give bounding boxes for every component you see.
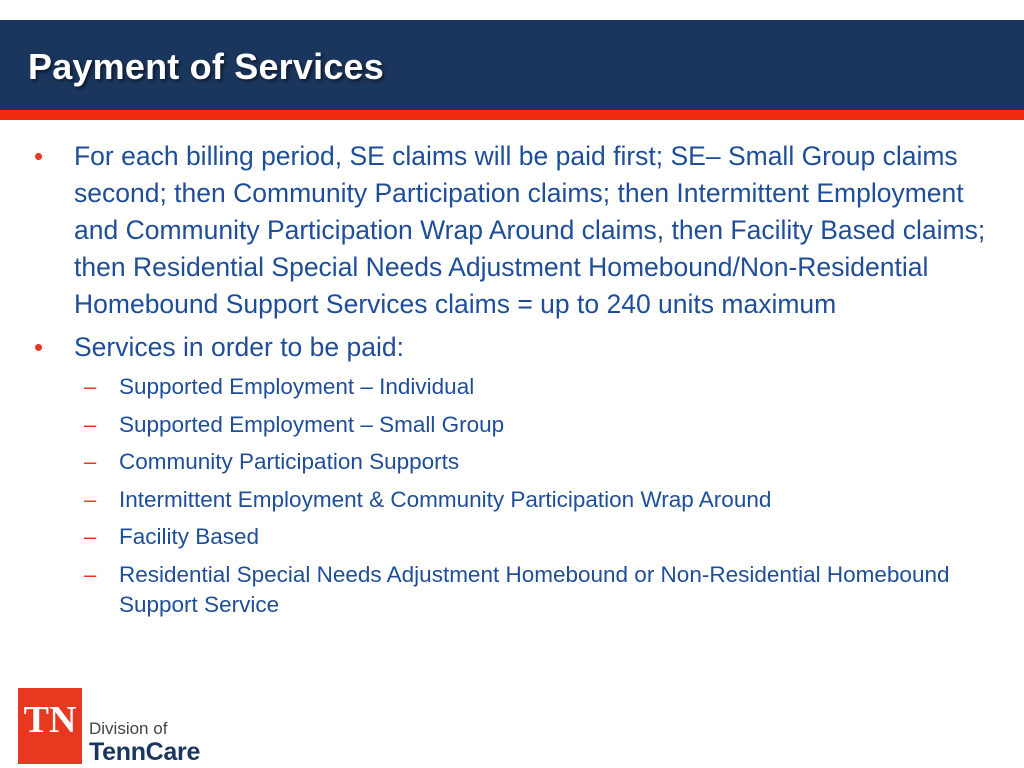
- tenncare-logo: [18, 688, 218, 764]
- bullet-item-2: [32, 329, 1007, 366]
- sub-bullet-item: [32, 447, 1007, 477]
- sub-bullet-item: [32, 372, 1007, 402]
- bullet-text: Services in order to be paid:: [74, 332, 404, 362]
- sub-bullet-item: [32, 560, 1007, 620]
- bullet-item-1: [32, 138, 1007, 323]
- sub-bullet-text: Facility Based: [119, 524, 260, 549]
- sub-bullet-text: Supported Employment – Individual: [119, 374, 475, 399]
- title-accent-line: [0, 110, 1024, 120]
- sub-bullet-text: Community Participation Supports: [119, 449, 460, 474]
- sub-bullet-item: [32, 485, 1007, 515]
- title-bar: [0, 20, 1024, 110]
- sub-bullet-item: [32, 522, 1007, 552]
- dash-icon: –: [84, 411, 97, 437]
- sub-bullet-text: Residential Special Needs Adjustment Homebound or Non-Residential Homebound Support Service: [119, 561, 950, 617]
- slide-content: [32, 138, 1007, 627]
- logo-division-text: Division of: [89, 719, 168, 738]
- slide-title: Payment of Services: [28, 46, 384, 87]
- bullet-text: For each billing period, SE claims will be paid first; SE– Small Group claims second; then Community Participation claims; then Intermittent Employment and Community Participation Wrap Around claims, then Facility Based claims; then Residential Special Needs Adjustment Homebound/Non-Residential Homebound Support Services claims = up to 240 units maximum: [74, 141, 986, 319]
- dash-icon: –: [84, 524, 97, 549]
- dash-icon: –: [84, 449, 97, 474]
- logo-tn-text: TN: [23, 699, 77, 741]
- dash-icon: –: [84, 486, 97, 512]
- sub-bullet-text: Intermittent Employment & Community Participation Wrap Around: [119, 486, 772, 512]
- dash-icon: –: [84, 374, 97, 399]
- sub-bullet-item: [32, 410, 1007, 440]
- tn-logo-mark: [18, 688, 82, 764]
- sub-bullet-list: [32, 372, 1007, 620]
- sub-bullet-text: Supported Employment – Small Group: [119, 411, 505, 437]
- dash-icon: –: [84, 561, 97, 587]
- logo-tenncare-text: TennCare: [89, 738, 201, 766]
- bullet-icon: •: [34, 332, 44, 362]
- bullet-icon: •: [34, 141, 44, 171]
